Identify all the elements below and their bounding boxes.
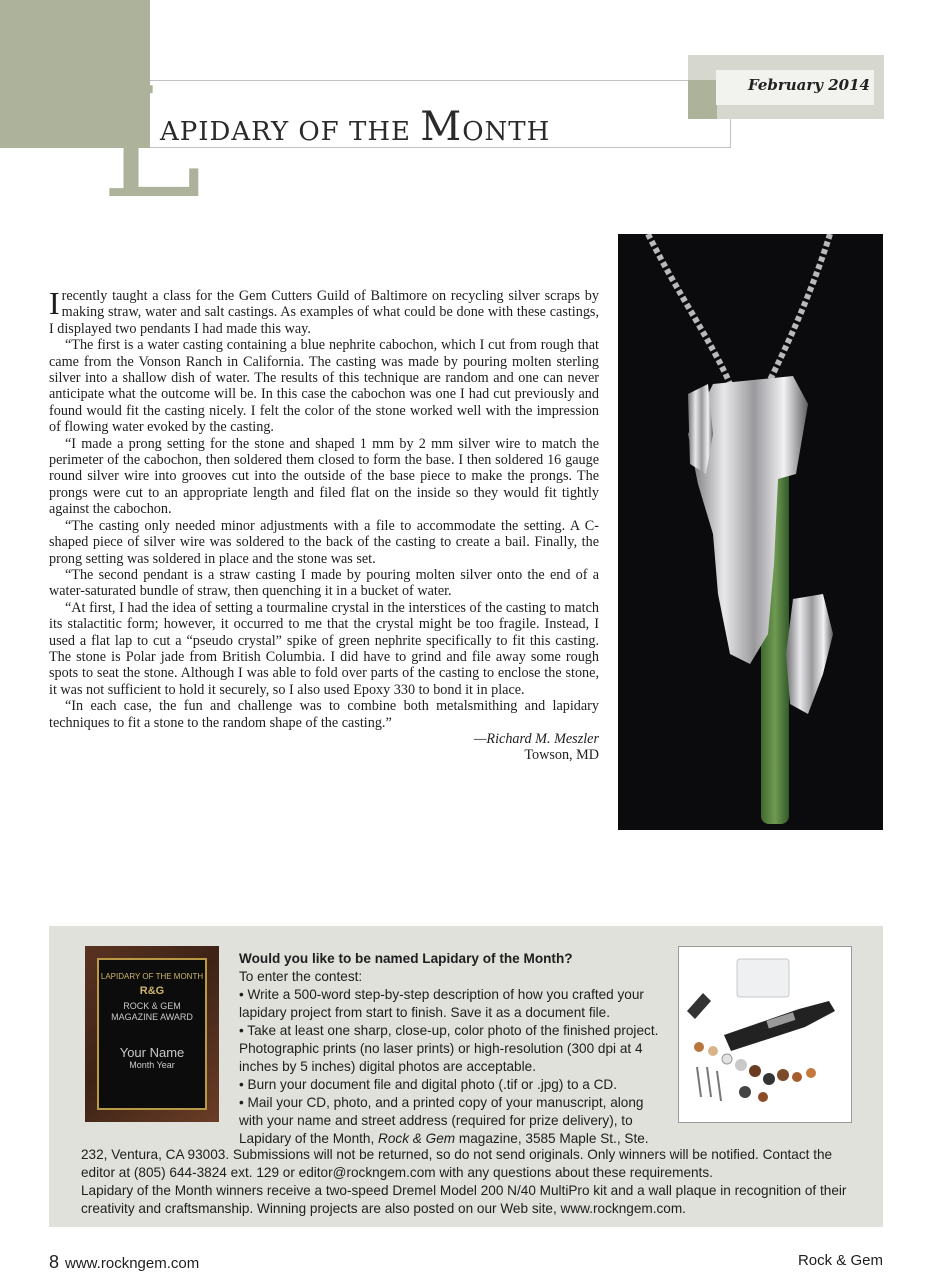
plaque-date: Month Year [129,1060,175,1070]
mail-text-a: • Mail your CD, photo, and a printed copy of your manuscript, along with your name and street address (required for prize delivery), to Lapidary of the Month, [239,1095,644,1146]
contest-prize: Lapidary of the Month winners receive a two-speed Dremel Model 200 N/40 MultiPro kit and a wall plaque in recognition of their creativity and craftsmanship. Winning projects are also posted on our Web site, www.rockngem.com. [81,1183,847,1216]
footer-magazine-name: Rock & Gem [797,1252,883,1269]
dropcap: I [49,285,60,321]
article-paragraph: “In each case, the fun and challenge was to combine both metalsmithing and lapidary techniques to fit a stone to the random shape of the casting.” [49,698,599,731]
pendant-photo [618,234,883,830]
article-paragraph: “The second pendant is a straw casting I made by pouring molten silver onto the end of a water-saturated bundle of straw, then quenching it in a bucket of water. [49,566,599,600]
plaque-award-line2: MAGAZINE AWARD [111,1012,193,1022]
page-title [160,104,550,150]
article-body [49,285,599,764]
author-name: —Richard M. Meszler [473,730,599,747]
award-plaque-image [85,946,219,1122]
title-part-2: ONTH [462,117,551,147]
article-paragraph: “I made a prong setting for the stone and shaped 1 mm by 2 mm silver wire to match the perimeter of the cabochon, then soldered them closed to form the base. I then soldered 16 gauge round silver wire into grooves cut into the outside of the base piece to make the prongs. The prongs were cut to an appropriate length and filed flat on the inside so they would fit tightly against the cabochon. [49,435,599,518]
title-initial: L [101,55,202,232]
plaque-top-text: LAPIDARY OF THE MONTH [100,972,204,981]
contest-heading: Would you like to be named Lapidary of the Month? [239,951,573,966]
contest-bullet: • Write a 500-word step-by-step description of how you crafted your lapidary project from start to finish. Save it as a document file. [239,987,644,1020]
article-paragraph [49,285,599,337]
contest-bullet-mail [239,1094,659,1148]
paragraph-text: recently taught a class for the Gem Cutters Guild of Baltimore on recycling silver scraps by making straw, water and salt castings. As examples of what could be done with these castings, I displayed two pendants I had made this way. [49,288,599,337]
contest-mail-continued: 232, Ventura, CA 93003. Submissions will not be returned, so do not send originals. Only winners will be notified. Contact the editor at (805) 644-3824 ext. 129 or editor@rockngem.com with any questions about these requirements. [81,1147,833,1180]
mail-magazine-name: Rock & Gem [378,1131,456,1146]
contest-instructions [239,950,659,1148]
contest-intro: To enter the contest: [239,969,363,984]
author-location: Towson, MD [524,747,599,764]
date-accent-square [688,80,717,119]
dremel-kit-image [678,946,852,1123]
title-part-1: APIDARY OF THE [160,117,421,147]
dremel-kit-illustration [679,947,851,1122]
article-paragraph: “At first, I had the idea of setting a tourmaline crystal in the interstices of the casting to match its stalactitic form; however, it occurred to me that the crystal might be too fragile. Instead, I used a flat lap to cut a “pseudo crystal” spike of green nephrite specifically to fit this casting. The stone is Polar jade from British Columbia. I did have to grind and file away some rough spots to seat the stone. Although I was able to fold over parts of the casting to enclose the stone, it was not sufficient to hold it securely, so I also used Epoxy 330 to bond it in place. [49,599,599,698]
footer-left [49,1252,199,1273]
plaque-name: Your Name [119,1045,185,1060]
contest-bullet: • Take at least one sharp, close-up, color photo of the finished project. Photographic prints (no laser prints) or high-resolution (300 dpi at 4 inches by 5 inches) digital photos are acceptable. [239,1023,659,1074]
plaque-award-line1: ROCK & GEM [123,1001,181,1011]
article-paragraph: “The first is a water casting containing a blue nephrite cabochon, which I cut from rough that came from the Vonson Ranch in California. The casting was made by pouring molten sterling silver into a shallow dish of water. The results of this technique are random and one can never anticipate what the outcome will be. In this case the cabochon was one I had cut previously and found would fit the casting nicely. I felt the color of the stone worked well with the impression of flowing water evoked by the casting. [49,337,599,436]
plaque-logo: R&G [139,985,165,997]
title-cap: M [420,104,463,150]
contest-details [81,1146,857,1218]
article-paragraph: “The casting only needed minor adjustments with a file to accommodate the setting. A C-shaped piece of silver wire was soldered to the back of the casting to create a bail. Finally, the prong setting was soldered in place and the stone was set. [49,517,599,567]
page-number: 8 [49,1252,60,1272]
footer-website: www.rockngem.com [65,1255,200,1272]
mail-text-b: magazine, 3585 Maple St., Ste. [455,1131,649,1146]
author-signature [49,731,599,764]
pendant-illustration [618,234,883,830]
contest-bullet: • Burn your document file and digital photo (.tif or .jpg) to a CD. [239,1077,618,1092]
issue-date: February 2014 [748,76,870,94]
plaque-face [97,958,207,1110]
